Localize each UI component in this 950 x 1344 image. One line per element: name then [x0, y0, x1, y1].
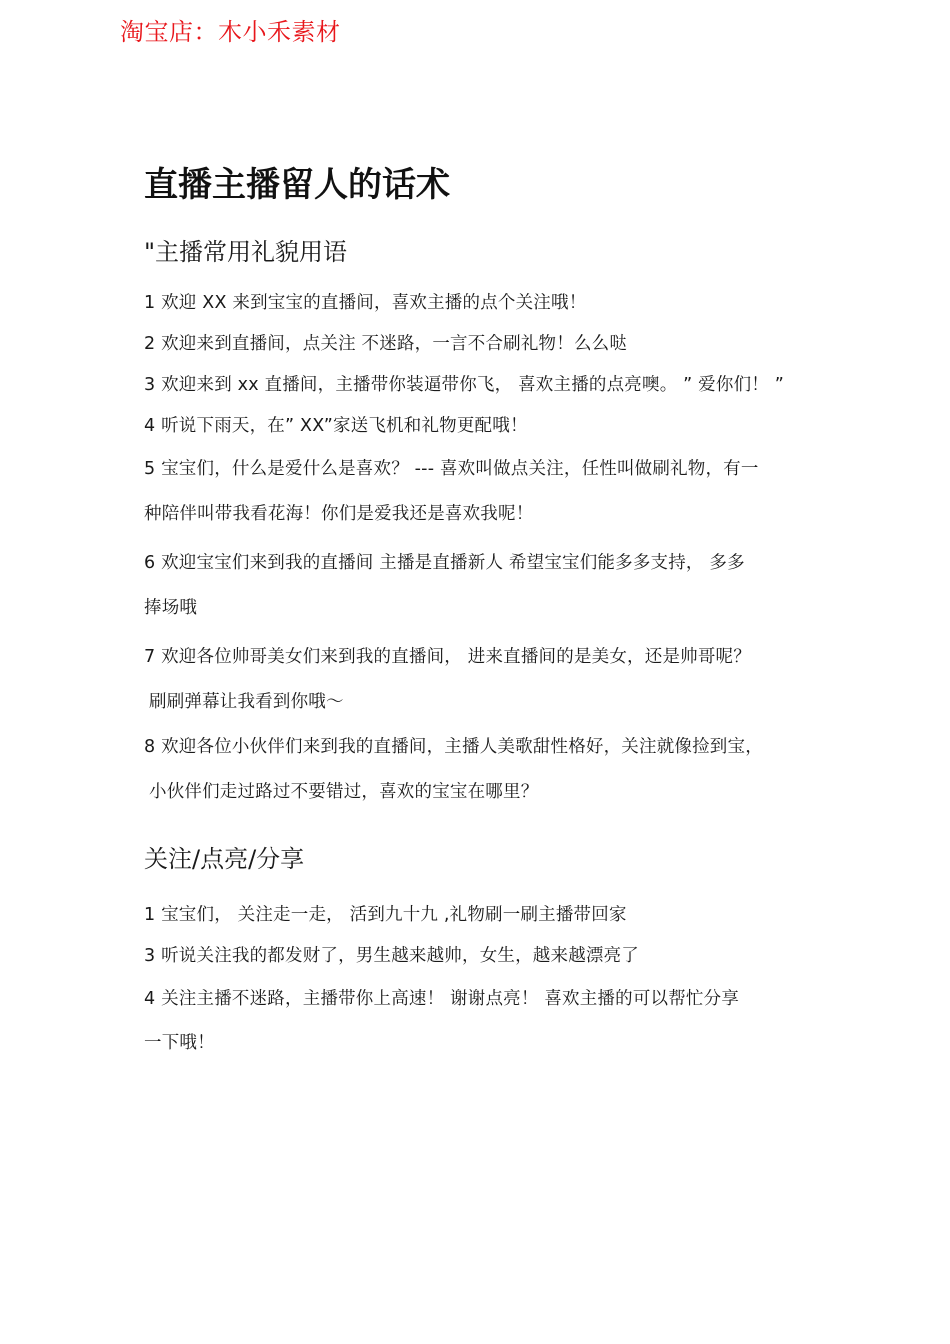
follow-share-list [144, 895, 844, 1065]
list-item: 2 欢迎来到直播间，点关注 不迷路，一言不合刷礼物！么么哒 [144, 334, 628, 354]
list-item-continuation: 刷刷弹幕让我看到你哦～ [149, 692, 344, 712]
list-item: 8 欢迎各位小伙伴们来到我的直播间，主播人美歌甜性格好，关注就像捡到宝， [144, 737, 763, 757]
list-item: 6 欢迎宝宝们来到我的直播间 主播是直播新人 希望宝宝们能多多支持， 多多 [144, 553, 745, 573]
document-body [144, 160, 844, 1065]
shop-watermark: 淘宝店：木小禾素材 [120, 18, 341, 46]
list-item: 7 欢迎各位帅哥美女们来到我的直播间， 进来直播间的是美女，还是帅哥呢？ [144, 647, 751, 667]
list-item: 3 欢迎来到 xx 直播间，主播带你装逼带你飞， 喜欢主播的点亮噢。 ” 爱你们！ ” [144, 375, 785, 395]
list-item-continuation: 一下哦！ [144, 1033, 215, 1053]
list-item: 4 关注主播不迷路，主播带你上高速！ 谢谢点亮！ 喜欢主播的可以帮忙分享 [144, 989, 740, 1009]
section-heading-polite-phrases: "主播常用礼貌用语 [144, 238, 348, 266]
list-item: 4 听说下雨天，在” XX”家送飞机和礼物更配哦！ [144, 416, 528, 436]
list-item: 5 宝宝们，什么是爱什么是喜欢？ --- 喜欢叫做点关注，任性叫做刷礼物，有一 [144, 459, 759, 479]
list-item: 1 宝宝们， 关注走一走， 活到九十九 ,礼物刷一刷主播带回家 [144, 905, 627, 925]
list-item-continuation: 小伙伴们走过路过不要错过，喜欢的宝宝在哪里？ [149, 782, 539, 802]
list-item-continuation: 捧场哦 [144, 598, 198, 618]
document-title: 直播主播留人的话术 [144, 165, 450, 205]
section-heading-follow-share: 关注/点亮/分享 [144, 845, 305, 873]
list-item: 1 欢迎 XX 来到宝宝的直播间，喜欢主播的点个关注哦！ [144, 293, 587, 313]
list-item-continuation: 种陪伴叫带我看花海！你们是爱我还是喜欢我呢！ [144, 504, 534, 524]
list-item: 3 听说关注我的都发财了，男生越来越帅，女生，越来越漂亮了 [144, 946, 639, 966]
polite-phrases-list [144, 283, 844, 815]
